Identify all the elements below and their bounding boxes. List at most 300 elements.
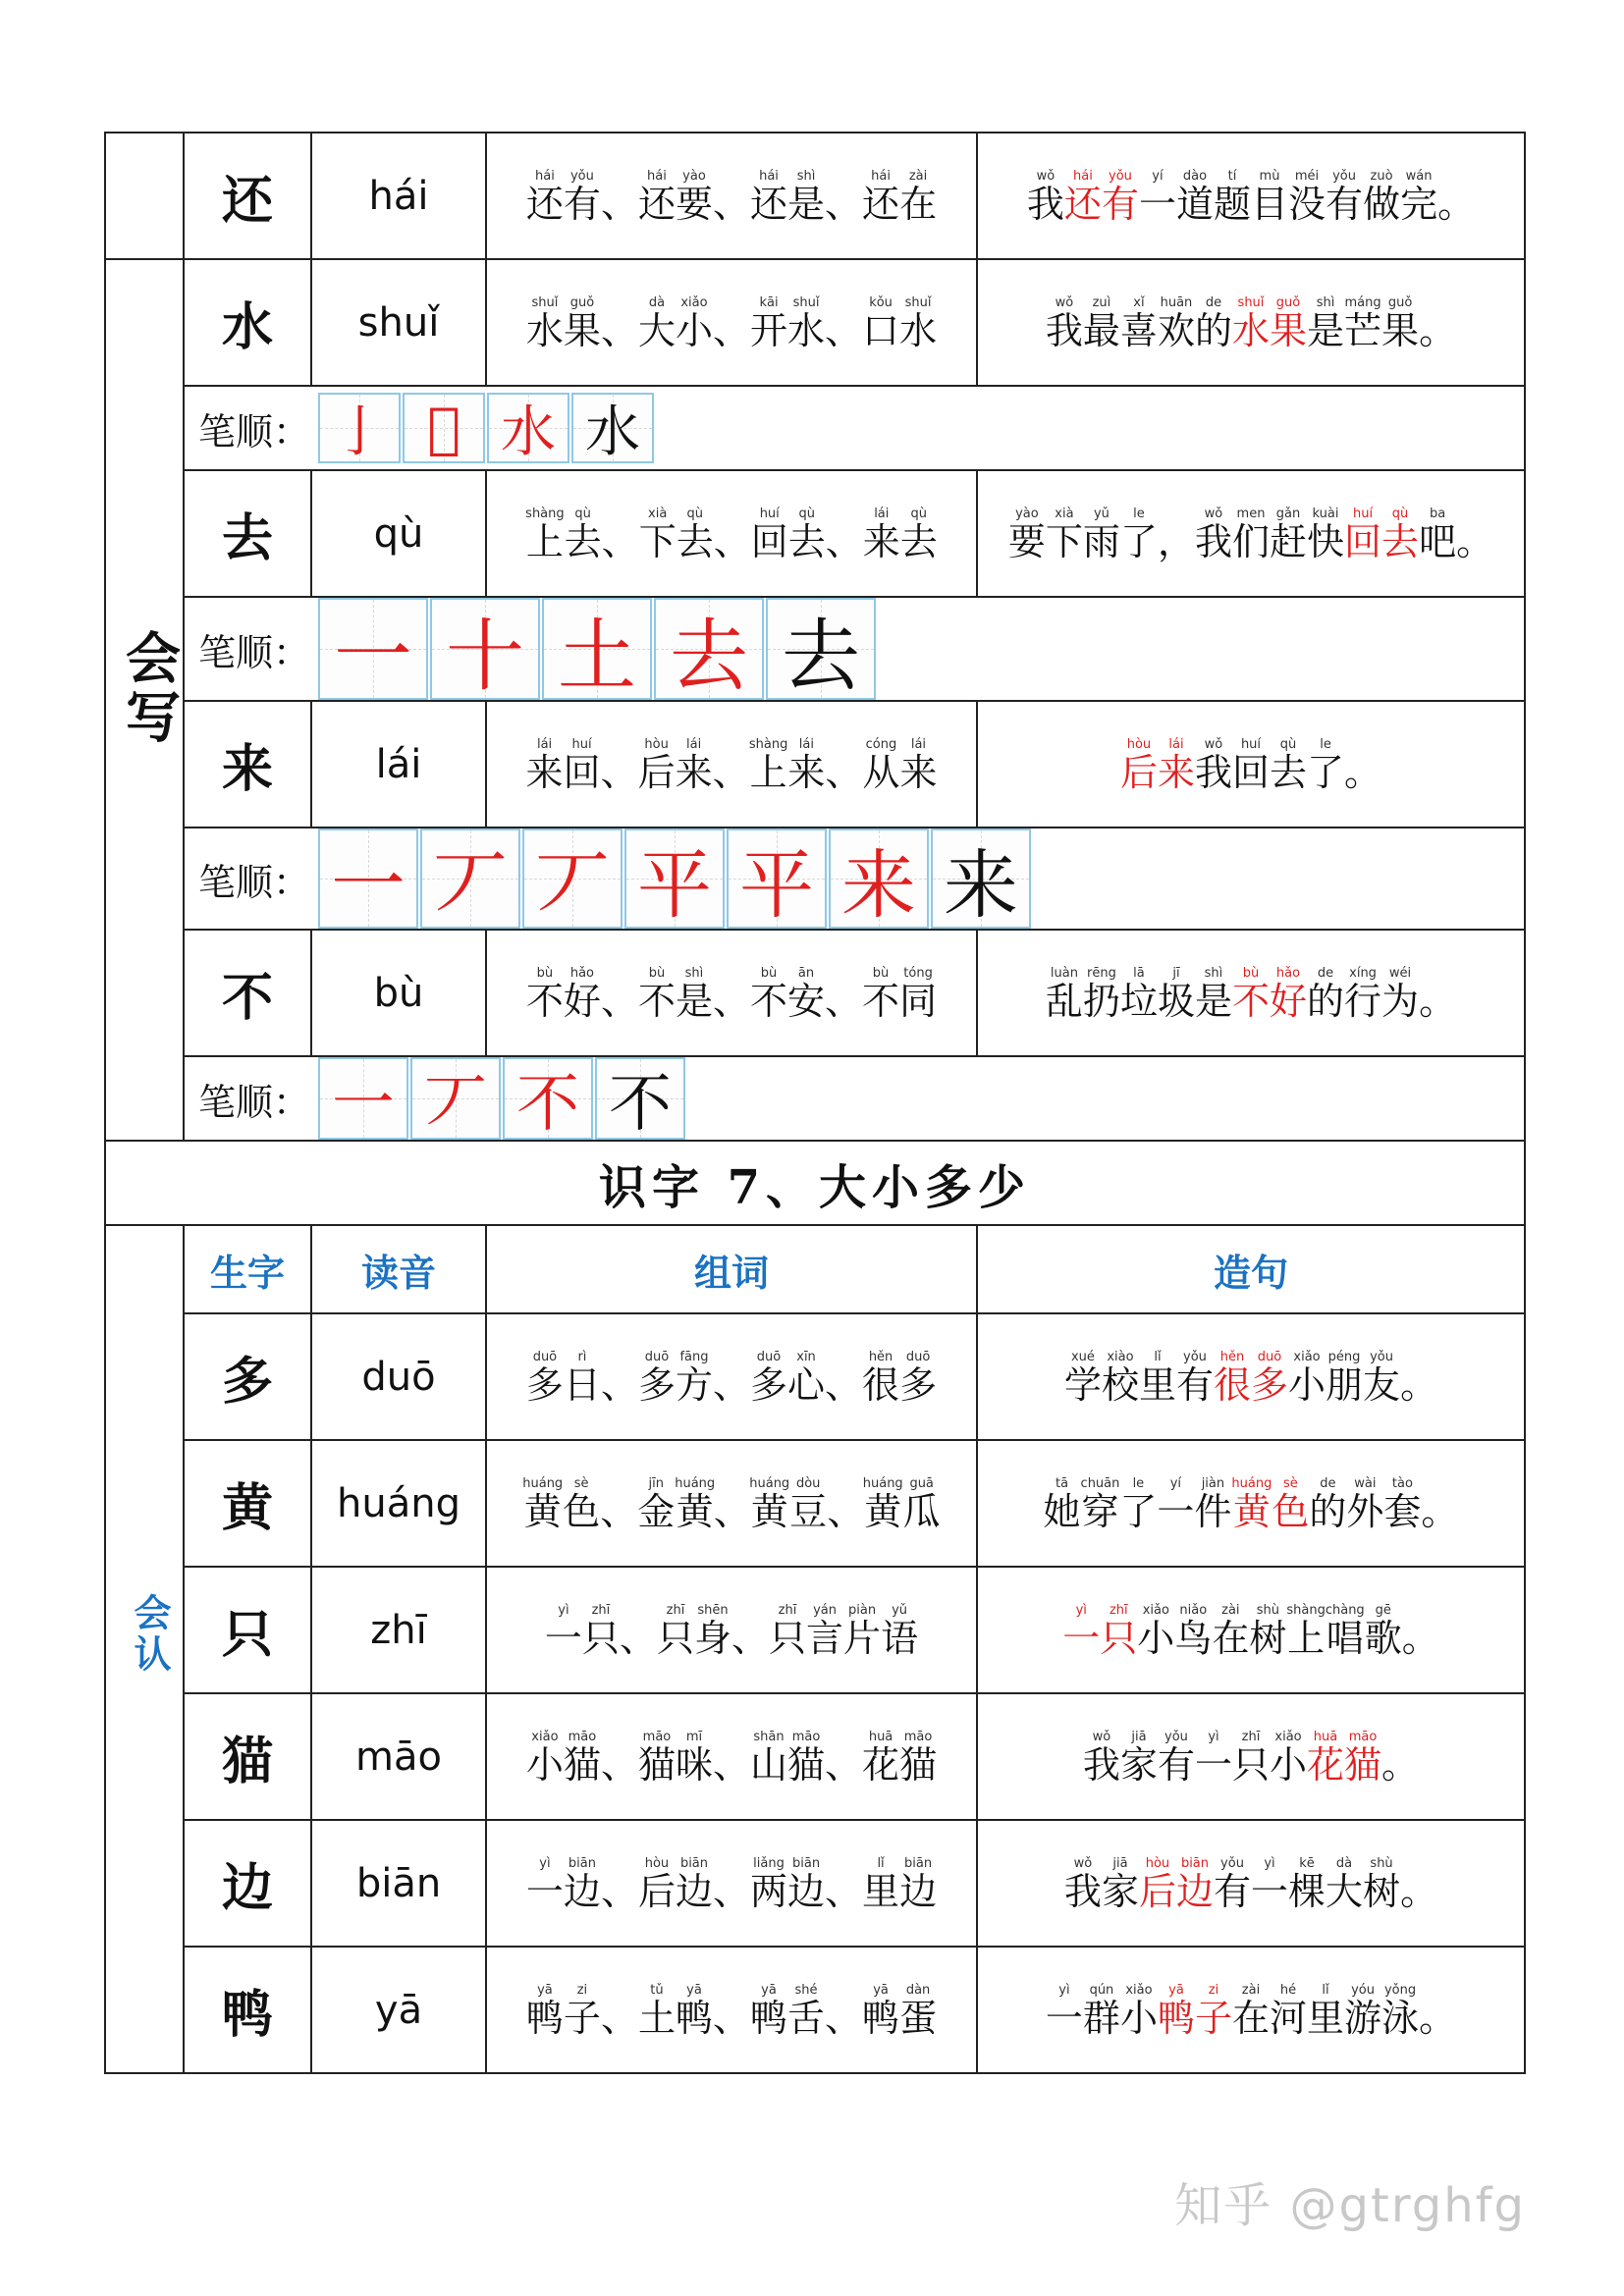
ruby-char	[1138, 1349, 1176, 1407]
hanzi: 我	[1194, 519, 1232, 563]
ruby-char	[899, 1729, 938, 1787]
separator: 、	[600, 1362, 638, 1407]
hanzi: 在	[1231, 1996, 1270, 2040]
word	[862, 1855, 938, 1913]
pinyin-annotation: tóng	[899, 965, 938, 981]
hanzi: 果	[1381, 308, 1420, 352]
pinyin-annotation: wéi	[1381, 965, 1420, 981]
ruby-char	[675, 965, 713, 1023]
hanzi: 有	[1213, 1869, 1251, 1913]
sentence-cell	[977, 1947, 1525, 2073]
pinyin-annotation: yā	[750, 1982, 788, 1998]
pinyin-annotation: yì	[1062, 1602, 1101, 1618]
hanzi: 有	[1175, 1362, 1214, 1407]
ruby-char	[1400, 168, 1438, 226]
word	[637, 1855, 713, 1913]
highlight-char	[1101, 168, 1139, 226]
stroke-tile	[403, 393, 485, 463]
words-cell	[486, 1947, 977, 2073]
stroke-glyph: 一	[332, 1068, 396, 1140]
ruby-char	[675, 1349, 713, 1407]
ruby-char	[675, 736, 713, 794]
hanzi: 小	[1270, 1742, 1308, 1787]
ruby-char	[787, 1982, 826, 2040]
hanzi: 黄	[862, 1489, 903, 1533]
pinyin-annotation: wán	[1400, 168, 1438, 184]
separator: 、	[825, 308, 863, 352]
pinyin-annotation: lái	[862, 506, 900, 521]
pinyin-annotation: xiǎo	[1270, 1729, 1308, 1744]
separator: 、	[600, 979, 638, 1023]
hanzi: 只	[581, 1616, 620, 1660]
hanzi: 安	[787, 979, 826, 1023]
hanzi: 外	[1346, 1489, 1384, 1533]
hanzi: 家	[1119, 1742, 1158, 1787]
separator: 、	[713, 1489, 751, 1533]
word-row	[105, 470, 1525, 597]
ruby-char	[787, 1855, 826, 1913]
pinyin-annotation: yǒu	[1101, 168, 1139, 184]
pinyin: duō	[311, 1313, 486, 1440]
hanzi: 果	[1270, 308, 1308, 352]
word-list	[525, 1855, 938, 1913]
hanzi: 小	[525, 1742, 564, 1787]
pinyin-annotation: fāng	[675, 1349, 713, 1364]
word	[544, 1602, 620, 1660]
section-write-text: 会写	[117, 628, 182, 747]
hanzi: 口	[862, 308, 900, 352]
sentence-end: 。	[1421, 1489, 1459, 1533]
stroke-glyph: 去	[670, 610, 749, 700]
pinyin-annotation: dào	[1175, 168, 1214, 184]
word-row	[105, 1820, 1525, 1947]
ruby-char	[1045, 294, 1083, 352]
ruby-char	[563, 1349, 601, 1407]
word-row	[105, 133, 1525, 259]
ruby-char	[862, 1982, 900, 2040]
separator: 、	[825, 1742, 863, 1787]
stroke-tile	[487, 393, 569, 463]
hanzi: 猫	[563, 1742, 601, 1787]
word	[769, 1602, 919, 1660]
hanzi: 的	[1194, 308, 1232, 352]
ruby-char	[1286, 1602, 1326, 1660]
hanzi: 芒	[1344, 308, 1382, 352]
pinyin-annotation: zhī	[581, 1602, 620, 1618]
hanzi: 吧	[1419, 519, 1457, 563]
pinyin-annotation: le	[1119, 506, 1158, 521]
hanzi: 从	[862, 750, 900, 794]
ruby-char	[563, 1982, 601, 2040]
pinyin-annotation: ba	[1419, 506, 1457, 521]
hanzi: 身	[693, 1616, 731, 1660]
pinyin-annotation: shuǐ	[1231, 294, 1270, 310]
pinyin-annotation: niǎo	[1174, 1602, 1213, 1618]
pinyin-annotation: xǐ	[1119, 294, 1158, 310]
pinyin: huáng	[311, 1440, 486, 1567]
highlight-char	[1213, 1349, 1251, 1407]
pinyin-annotation: le	[1119, 1475, 1158, 1491]
pinyin-annotation: yā	[1157, 1982, 1195, 1998]
hanzi: 雨	[1082, 519, 1120, 563]
hanzi: 有	[1101, 182, 1139, 226]
word	[750, 965, 826, 1023]
stroke-order-label: 笔顺：	[198, 1080, 311, 1124]
ruby-char	[1383, 1475, 1422, 1533]
ruby-char	[525, 1855, 564, 1913]
hanzi: 果	[563, 308, 601, 352]
word	[862, 965, 938, 1023]
ruby-char	[1119, 294, 1158, 352]
hanzi: 了	[1307, 750, 1345, 794]
hanzi: 垃	[1119, 979, 1158, 1023]
hanzi: 学	[1063, 1362, 1102, 1407]
separator: 、	[825, 1869, 863, 1913]
separator: 、	[600, 308, 638, 352]
word-list	[544, 1602, 919, 1660]
hanzi: 黄	[675, 1489, 716, 1533]
ruby-char	[675, 1982, 713, 2040]
pinyin-annotation: huáng	[862, 1475, 903, 1491]
ruby-char	[1231, 1729, 1270, 1787]
word	[748, 736, 826, 794]
ruby-char	[899, 1349, 938, 1407]
hanzi: 舌	[787, 1996, 826, 2040]
pinyin-annotation: biān	[787, 1855, 826, 1871]
pinyin-annotation: huā	[862, 1729, 900, 1744]
ruby-char	[1363, 168, 1401, 226]
pinyin-annotation: yí	[1157, 1475, 1195, 1491]
word	[525, 1729, 601, 1787]
ruby-char	[1157, 1729, 1195, 1787]
hanzi: 上	[525, 519, 565, 563]
ruby-char	[1157, 965, 1195, 1023]
ruby-char	[1364, 1602, 1402, 1660]
word	[750, 1729, 826, 1787]
ruby-char	[899, 1982, 938, 2040]
word-list	[522, 1475, 941, 1533]
stroke-glyph: 去	[782, 610, 861, 700]
word-list	[525, 1729, 938, 1787]
hanzi: 鸟	[1174, 1616, 1213, 1660]
pinyin-annotation: yā	[675, 1982, 713, 1998]
word-row	[105, 259, 1525, 386]
ruby-char	[750, 965, 788, 1023]
character: 还	[184, 133, 311, 259]
ruby-char	[1194, 736, 1232, 794]
hanzi: 鸭	[862, 1996, 900, 2040]
pinyin-annotation: yā	[525, 1982, 564, 1998]
pinyin-annotation: jiàn	[1194, 1475, 1232, 1491]
hanzi: 山	[750, 1742, 788, 1787]
ruby-char	[1326, 1855, 1364, 1913]
ruby-char	[525, 294, 564, 352]
ruby-char	[1231, 736, 1270, 794]
sentence	[1045, 965, 1457, 1023]
pinyin-annotation: shù	[1249, 1602, 1287, 1618]
ruby-char	[902, 1475, 941, 1533]
ruby-char	[862, 736, 900, 794]
ruby-char	[563, 294, 601, 352]
pinyin-annotation: mù	[1251, 168, 1288, 184]
ruby-char	[1063, 1855, 1102, 1913]
hanzi: 蛋	[899, 1996, 938, 2040]
ruby-char	[1045, 506, 1083, 563]
separator: 、	[827, 1489, 865, 1533]
hanzi: 猫	[1344, 1742, 1382, 1787]
stroke-tile	[318, 1057, 408, 1140]
word	[637, 1349, 713, 1407]
pinyin-annotation: huáng	[522, 1475, 564, 1491]
sentence	[1045, 1982, 1457, 2040]
hanzi: 在	[1212, 1616, 1250, 1660]
pinyin-annotation: jīn	[637, 1475, 676, 1491]
stroke-tile	[727, 828, 827, 929]
separator: 、	[825, 1996, 863, 2040]
hanzi: 最	[1082, 308, 1120, 352]
pinyin-annotation: kuài	[1307, 506, 1345, 521]
hanzi: 河	[1270, 1996, 1308, 2040]
ruby-char	[1325, 1602, 1365, 1660]
ruby-char	[564, 506, 602, 563]
pinyin-annotation: luàn	[1045, 965, 1083, 981]
hanzi: 子	[1194, 1996, 1232, 2040]
hanzi: 多	[750, 1362, 788, 1407]
sentence	[1063, 1855, 1438, 1913]
highlight-char	[1119, 736, 1158, 794]
separator: 、	[825, 750, 863, 794]
ruby-char	[1063, 1349, 1102, 1407]
pinyin-annotation: qù	[1270, 736, 1307, 752]
stroke-tile	[318, 598, 428, 700]
stroke-glyph: 丆	[433, 840, 509, 929]
pinyin-annotation: huān	[1157, 294, 1195, 310]
stroke-order-label: 笔顺：	[198, 409, 311, 454]
ruby-char	[1119, 506, 1158, 563]
word	[656, 1602, 731, 1660]
hanzi: 还	[637, 182, 676, 226]
pinyin-annotation: yí	[1138, 168, 1176, 184]
hanzi: 扔	[1082, 979, 1120, 1023]
pinyin-annotation: hěn	[1213, 1349, 1251, 1364]
pinyin-annotation: zài	[1231, 1982, 1270, 1998]
pinyin-annotation: bù	[750, 965, 787, 981]
word	[862, 1349, 938, 1407]
ruby-char	[525, 965, 564, 1023]
pinyin-annotation: shàng	[525, 506, 565, 521]
hanzi: 来	[899, 750, 938, 794]
stroke-order-row	[105, 597, 1525, 701]
hanzi: 水	[899, 308, 938, 352]
ruby-char	[563, 1729, 601, 1787]
hanzi: 去	[676, 519, 714, 563]
hanzi: 言	[806, 1616, 844, 1660]
separator: 、	[600, 1742, 638, 1787]
separator: 、	[601, 519, 639, 563]
ruby-char	[693, 1602, 731, 1660]
pinyin-annotation: hái	[525, 168, 564, 184]
pinyin-annotation: gē	[1364, 1602, 1402, 1618]
ruby-char	[544, 1602, 582, 1660]
pinyin-annotation: māo	[563, 1729, 601, 1744]
ruby-char	[525, 736, 564, 794]
pinyin-annotation: jiā	[1119, 1729, 1158, 1744]
hanzi: 水	[525, 308, 564, 352]
pinyin-annotation: bù	[637, 965, 676, 981]
hanzi: 鸭	[525, 1996, 564, 2040]
ruby-char	[637, 1982, 676, 2040]
separator: 、	[825, 519, 863, 563]
sentence-cell	[977, 1693, 1525, 1820]
word	[638, 506, 714, 563]
pinyin-annotation: shuǐ	[525, 294, 564, 310]
hanzi: 心	[787, 1362, 826, 1407]
pinyin-annotation: péng	[1326, 1349, 1364, 1364]
hanzi: 有	[1326, 182, 1364, 226]
column-header-pinyin: 读音	[311, 1225, 486, 1313]
hanzi: 下	[1045, 519, 1083, 563]
ruby-char	[1119, 1982, 1158, 2040]
pinyin-annotation: yì	[525, 1855, 564, 1871]
ruby-char	[1213, 1855, 1251, 1913]
ruby-char	[787, 965, 826, 1023]
words-cell	[486, 1567, 977, 1693]
pinyin-annotation: duō	[750, 1349, 788, 1364]
ruby-char	[862, 506, 900, 563]
separator: 、	[712, 1742, 750, 1787]
pinyin-annotation: yì	[544, 1602, 582, 1618]
ruby-char	[637, 736, 676, 794]
stroke-glyph: 丆	[424, 1068, 488, 1140]
hanzi: 不	[1231, 979, 1270, 1023]
hanzi: 我	[1045, 308, 1083, 352]
ruby-char	[1082, 506, 1120, 563]
hanzi: 树	[1363, 1869, 1401, 1913]
hanzi: 为	[1381, 979, 1420, 1023]
word	[862, 294, 938, 352]
separator: 、	[712, 308, 750, 352]
pinyin-annotation: wǒ	[1026, 168, 1064, 184]
hanzi: 来	[787, 750, 826, 794]
highlight-char	[1157, 736, 1195, 794]
pinyin: biān	[311, 1820, 486, 1947]
hanzi: 一	[1251, 1869, 1289, 1913]
hanzi: 来	[525, 750, 564, 794]
ruby-char	[1119, 1475, 1158, 1533]
pinyin-annotation: xià	[638, 506, 677, 521]
pinyin-annotation: de	[1194, 294, 1232, 310]
pinyin-annotation: shì	[1194, 965, 1232, 981]
separator: 、	[825, 979, 863, 1023]
hanzi: 小	[1119, 1996, 1158, 2040]
pinyin-annotation: dòu	[789, 1475, 828, 1491]
character: 边	[184, 1820, 311, 1947]
hanzi: 歌	[1364, 1616, 1402, 1660]
ruby-char	[675, 1729, 713, 1787]
hanzi: 好	[563, 979, 601, 1023]
pinyin-annotation: hòu	[1138, 1855, 1176, 1871]
column-header-words: 组词	[486, 1225, 977, 1313]
pinyin-annotation: hòu	[637, 1855, 676, 1871]
pinyin-annotation: tào	[1383, 1475, 1422, 1491]
ruby-char	[675, 1475, 716, 1533]
hanzi: 还	[1063, 182, 1102, 226]
ruby-char	[637, 294, 676, 352]
ruby-char	[525, 1729, 564, 1787]
pinyin-annotation: qù	[787, 506, 826, 521]
ruby-char	[1288, 1855, 1326, 1913]
pinyin-annotation: xià	[1045, 506, 1083, 521]
pinyin-annotation: xiǎo	[1119, 1982, 1158, 1998]
column-header-row	[105, 1225, 1525, 1313]
hanzi: 很	[1213, 1362, 1251, 1407]
ruby-char	[1212, 1602, 1250, 1660]
ruby-char	[750, 294, 788, 352]
word	[749, 1475, 828, 1533]
word-row	[105, 1440, 1525, 1567]
ruby-char	[843, 1602, 882, 1660]
ruby-char	[787, 294, 826, 352]
hanzi: 上	[748, 750, 788, 794]
ruby-char	[862, 1855, 900, 1913]
pinyin-annotation: hòu	[1119, 736, 1158, 752]
hanzi: 鸭	[1157, 1996, 1195, 2040]
separator: 、	[712, 979, 750, 1023]
ruby-char	[675, 168, 713, 226]
ruby-char	[1363, 1855, 1401, 1913]
ruby-char	[1175, 168, 1214, 226]
word-list	[525, 168, 938, 226]
hanzi: 不	[637, 979, 676, 1023]
ruby-char	[1101, 1349, 1139, 1407]
hanzi: 多	[525, 1362, 564, 1407]
word-list	[525, 507, 938, 561]
hanzi: 的	[1309, 1489, 1347, 1533]
ruby-char	[675, 294, 713, 352]
pinyin-annotation: wài	[1346, 1475, 1384, 1491]
ruby-char	[1326, 1349, 1364, 1407]
hanzi: 一	[1194, 1742, 1232, 1787]
hanzi: 来	[862, 519, 900, 563]
ruby-char	[525, 168, 564, 226]
pinyin-annotation: shēn	[693, 1602, 731, 1618]
pinyin-annotation: méi	[1288, 168, 1326, 184]
ruby-char	[1082, 294, 1120, 352]
word-list	[525, 1349, 938, 1407]
stroke-tiles	[318, 828, 1031, 929]
hanzi: 大	[1326, 1869, 1364, 1913]
pinyin-annotation: guǒ	[1270, 294, 1308, 310]
hanzi: 我	[1026, 182, 1064, 226]
separator: 、	[600, 750, 638, 794]
hanzi: 不	[525, 979, 564, 1023]
pinyin-annotation: dà	[1326, 1855, 1364, 1871]
hanzi: 去	[787, 519, 826, 563]
hanzi: 行	[1344, 979, 1382, 1023]
sentence-end: 。	[1437, 182, 1476, 226]
word-list	[525, 965, 938, 1023]
pinyin-annotation: hěn	[862, 1349, 900, 1364]
pinyin-annotation: xiào	[1101, 1349, 1139, 1364]
hanzi: 鸭	[750, 1996, 788, 2040]
pinyin-annotation: hé	[1270, 1982, 1307, 1998]
pinyin-annotation: de	[1309, 1475, 1347, 1491]
pinyin-annotation: huáng	[675, 1475, 716, 1491]
pinyin-annotation: guǒ	[563, 294, 601, 310]
highlight-char	[1344, 506, 1382, 563]
hanzi: 们	[1231, 519, 1270, 563]
pinyin-annotation: yǒu	[1175, 1349, 1214, 1364]
